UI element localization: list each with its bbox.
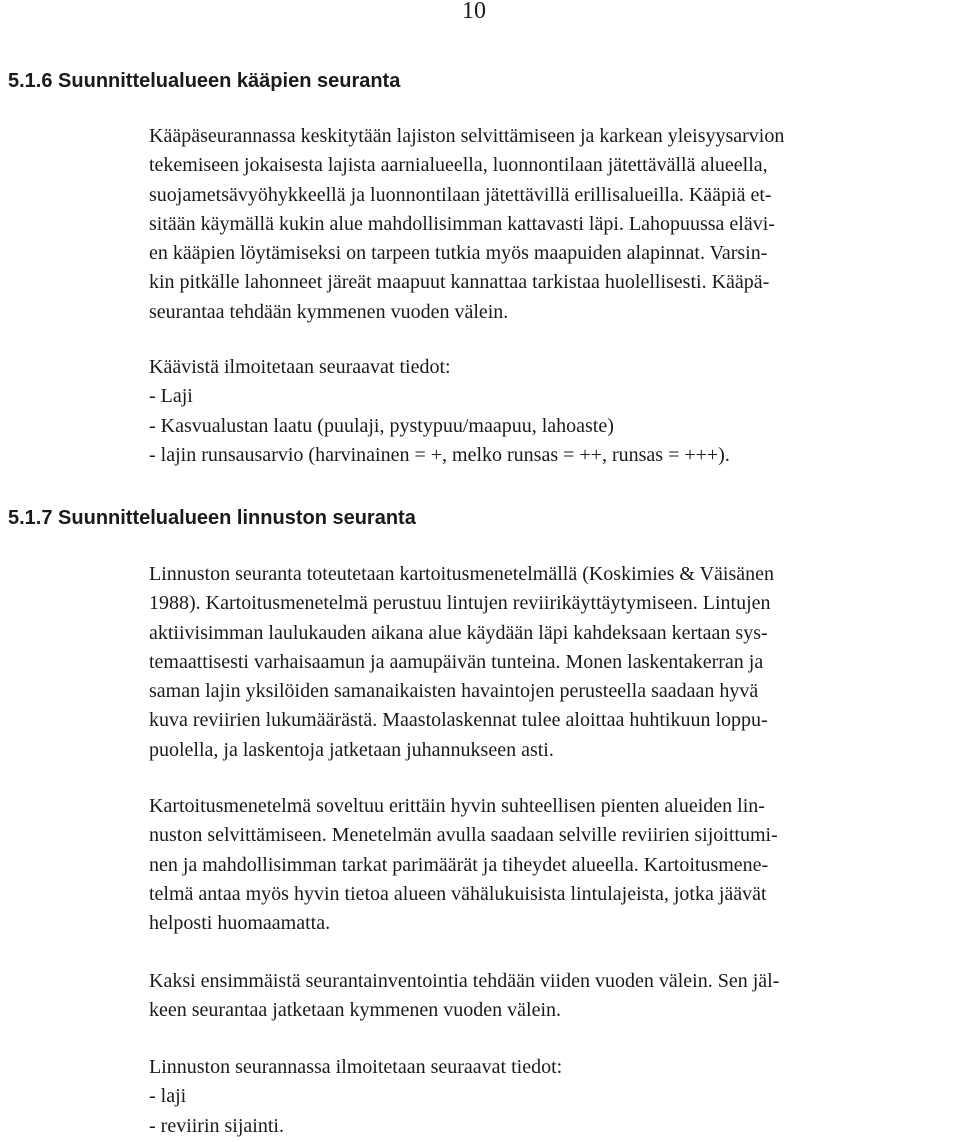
text-line: sitään käymällä kukin alue mahdollisimman kattavasti läpi. Lahopuussa elävi- — [149, 212, 775, 235]
text-line: puolella, ja laskentoja jatketaan juhannukseen asti. — [149, 738, 554, 761]
text-line: Kaksi ensimmäistä seurantainventointia tehdään viiden vuoden välein. Sen jäl- — [149, 970, 780, 992]
list-linnusto-tiedot — [149, 1053, 959, 1141]
paragraph-kartoitusmenetelma — [149, 792, 959, 938]
text-line: tekemiseen jokaisesta lajista aarnialueella, luonnontilaan jätettävällä alueella, — [149, 154, 768, 177]
paragraph-kaapaseuranta — [149, 122, 959, 327]
text-line: kuva reviirien lukumäärästä. Maastolaskennat tulee aloittaa huhtikuun loppu- — [149, 709, 768, 732]
text-line: saman lajin yksilöiden samanaikaisten havaintojen perusteella saadaan hyvä — [149, 680, 759, 703]
text-line: suojametsävyöhykkeellä ja luonnontilaan jätettävillä erillisalueilla. Kääpiä et- — [149, 183, 772, 206]
text-line: en kääpien löytämiseksi on tarpeen tutkia myös maapuiden alapinnat. Varsin- — [149, 242, 768, 265]
text-line: Kartoitusmenetelmä soveltuu erittäin hyvin suhteellisen pienten alueiden lin- — [149, 795, 765, 817]
text-line: kin pitkälle lahonneet järeät maapuut kannattaa tarkistaa huolellisesti. Kääpä- — [149, 271, 770, 294]
text-line: seurantaa tehdään kymmenen vuoden välein. — [149, 300, 509, 323]
section-heading-linnuston-seuranta: 5.1.7 Suunnittelualueen linnuston seuranta — [8, 507, 416, 529]
page-number: 10 — [462, 0, 486, 24]
text-line: helposti huomaamatta. — [149, 912, 331, 935]
text-line: Kääpäseurannassa keskitytään lajiston selvittämiseen ja karkean yleisyysarvion — [149, 125, 785, 147]
list-item: - Laji — [149, 385, 193, 408]
paragraph-linnuston-seuranta — [149, 560, 959, 765]
list-item: - Kasvualustan laatu (puulaji, pystypuu/maapuu, lahoaste) — [149, 414, 614, 437]
list-intro: Linnuston seurannassa ilmoitetaan seuraavat tiedot: — [149, 1056, 563, 1078]
text-line: Linnuston seuranta toteutetaan kartoitusmenetelmällä (Koskimies & Väisänen — [149, 563, 775, 585]
list-item: - reviirin sijainti. — [149, 1114, 284, 1137]
text-line: aktiivisimman laulukauden aikana alue käydään läpi kahdeksaan kertaan sys- — [149, 621, 768, 644]
text-line: nen ja mahdollisimman tarkat parimäärät ja tiheydet alueella. Kartoitusmene- — [149, 853, 769, 876]
text-line: telmä antaa myös hyvin tietoa alueen vähälukuisista lintulajeista, jotka jäävät — [149, 882, 767, 905]
text-line: nuston selvittämiseen. Menetelmän avulla saadaan selville reviirien sijoittumi- — [149, 824, 778, 847]
paragraph-inventointivali — [149, 967, 959, 1026]
list-intro: Käävistä ilmoitetaan seuraavat tiedot: — [149, 356, 451, 378]
text-line: keen seurantaa jatketaan kymmenen vuoden välein. — [149, 999, 562, 1022]
list-item: - lajin runsausarvio (harvinainen = +, melko runsas = ++, runsas = +++). — [149, 443, 730, 466]
list-kaapa-tiedot — [149, 353, 959, 470]
list-item: - laji — [149, 1085, 187, 1108]
text-line: temaattisesti varhaisaamun ja aamupäivän tunteina. Monen laskentakerran ja — [149, 650, 764, 673]
text-line: 1988). Kartoitusmenetelmä perustuu lintujen reviirikäyttäytymiseen. Lintujen — [149, 592, 771, 615]
section-heading-kaapien-seuranta: 5.1.6 Suunnittelualueen kääpien seuranta — [8, 70, 401, 92]
